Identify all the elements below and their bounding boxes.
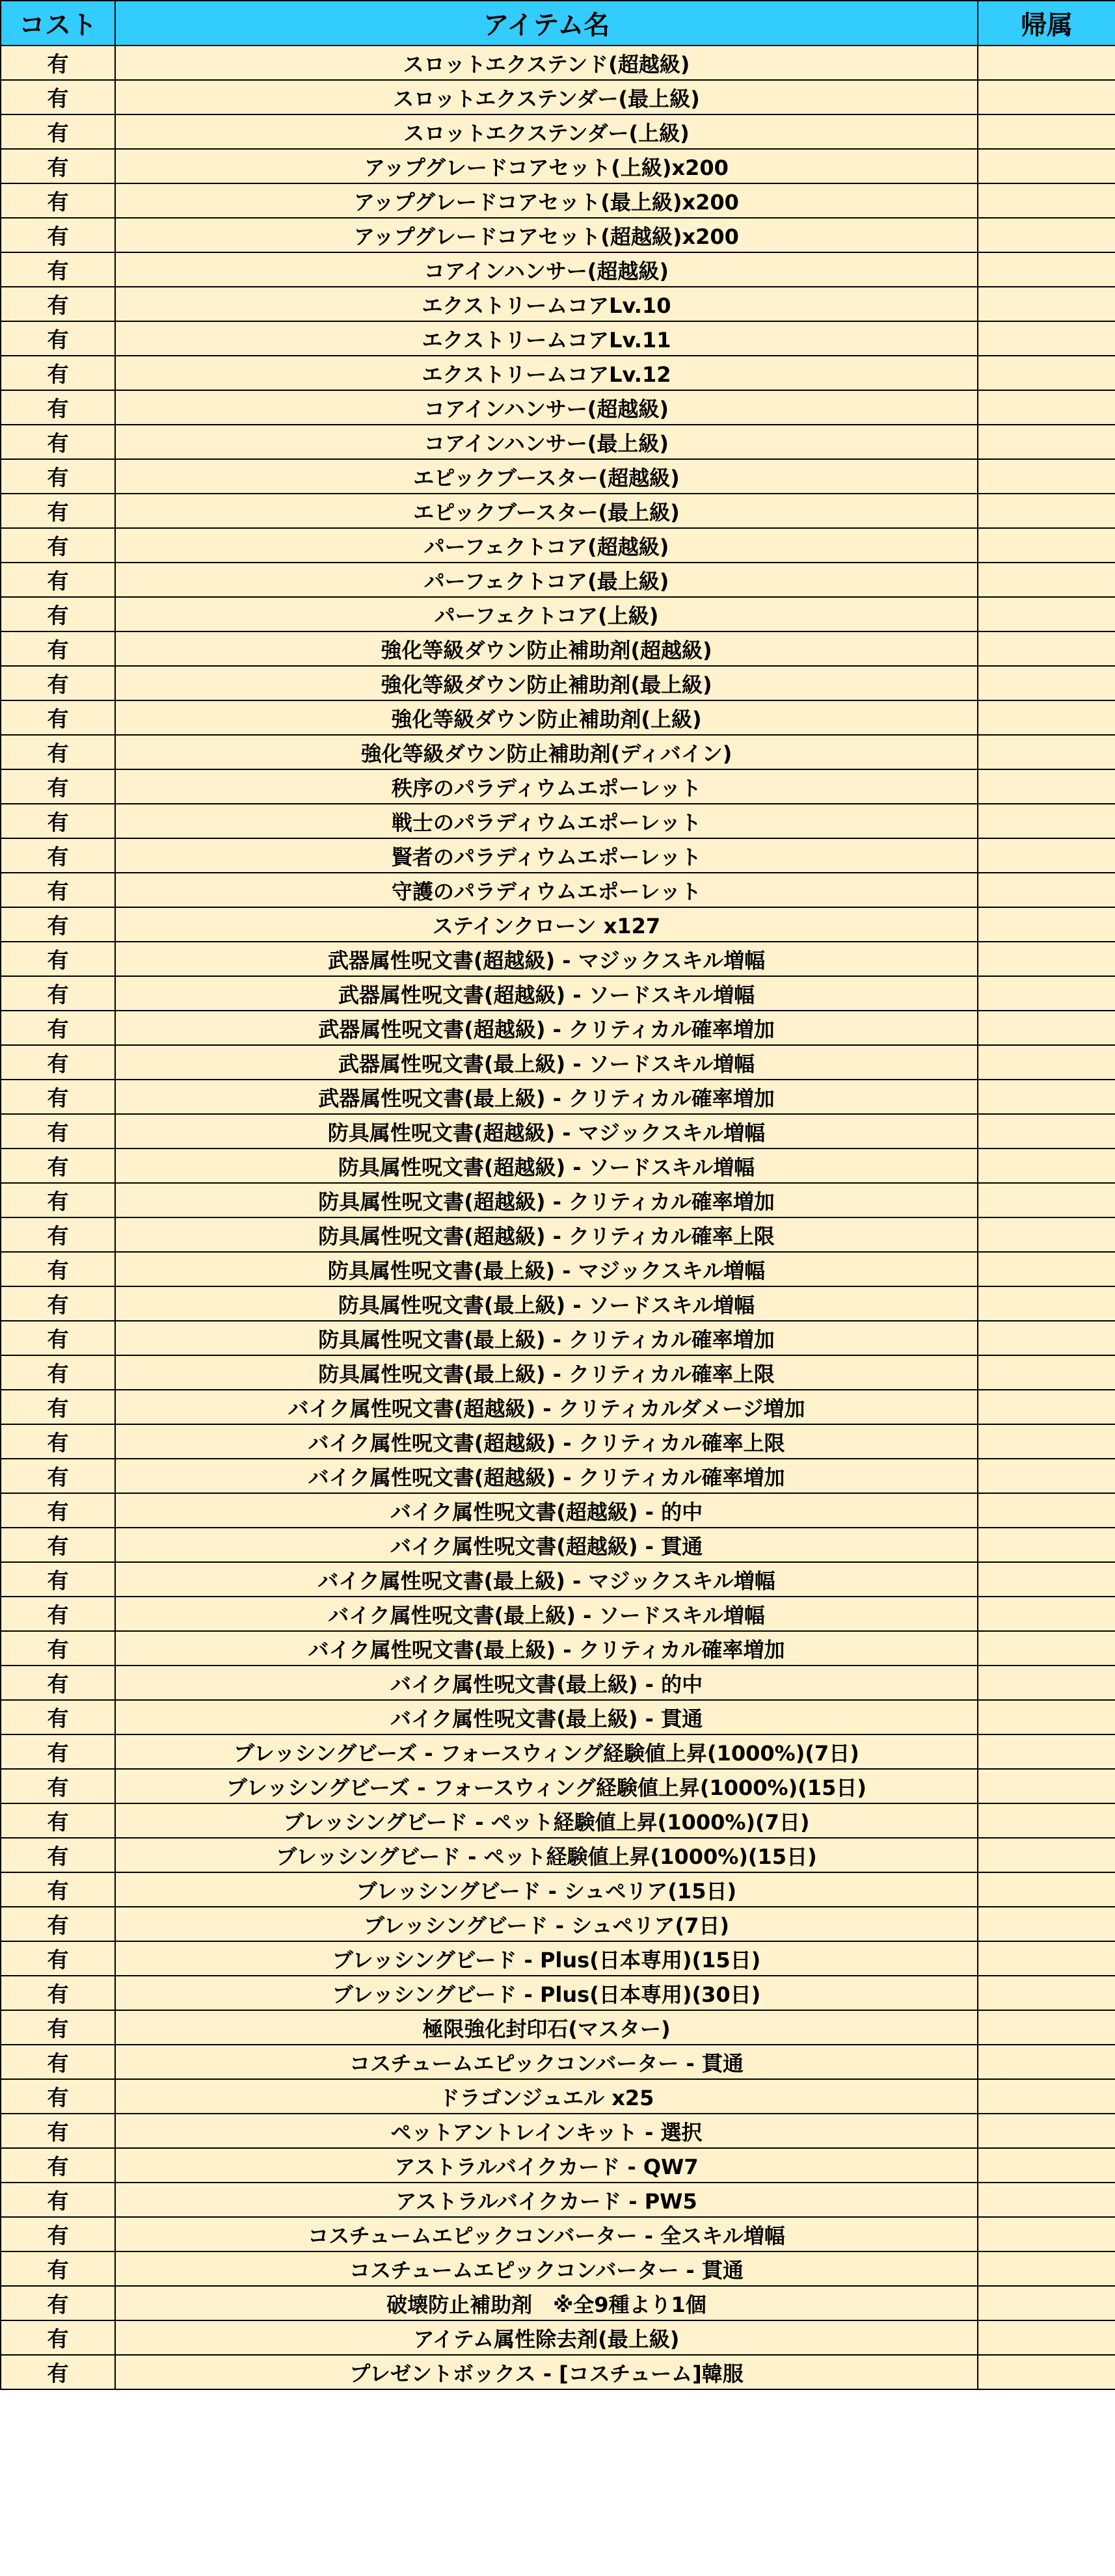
owner-cell <box>978 1459 1115 1493</box>
item-name-cell: 強化等級ダウン防止補助剤(上級) <box>115 700 978 735</box>
header-row <box>1 1 1115 46</box>
owner-cell <box>978 597 1115 631</box>
item-name-cell: 防具属性呪文書(最上級) - マジックスキル増幅 <box>115 1252 978 1286</box>
cost-cell: 有 <box>1 1217 115 1252</box>
table-row <box>1 1941 1115 1976</box>
cost-cell: 有 <box>1 735 115 769</box>
item-name-cell: コアインハンサー(最上級) <box>115 425 978 459</box>
table-row <box>1 218 1115 252</box>
cost-cell: 有 <box>1 1976 115 2010</box>
table-row <box>1 1769 1115 1803</box>
table-row <box>1 1803 1115 1838</box>
owner-cell <box>978 2079 1115 2114</box>
table-row <box>1 1183 1115 1217</box>
cost-cell: 有 <box>1 1631 115 1666</box>
cost-cell: 有 <box>1 1252 115 1286</box>
owner-cell <box>978 1080 1115 1114</box>
item-name-cell: エクストリームコアLv.12 <box>115 356 978 390</box>
table-row <box>1 1045 1115 1080</box>
item-name-cell: バイク属性呪文書(超越級) - クリティカル確率上限 <box>115 1424 978 1459</box>
table-row <box>1 2251 1115 2286</box>
cost-cell: 有 <box>1 425 115 459</box>
cost-cell: 有 <box>1 1459 115 1493</box>
owner-cell <box>978 321 1115 356</box>
item-name-cell: 武器属性呪文書(超越級) - ソードスキル増幅 <box>115 976 978 1011</box>
owner-cell <box>978 1734 1115 1769</box>
item-name-cell: プレゼントボックス - [コスチューム]韓服 <box>115 2355 978 2389</box>
table-row <box>1 769 1115 804</box>
item-name-cell: 防具属性呪文書(超越級) - クリティカル確率上限 <box>115 1217 978 1252</box>
cost-cell: 有 <box>1 1872 115 1907</box>
table-row <box>1 873 1115 907</box>
owner-cell <box>978 700 1115 735</box>
item-name-cell: ブレッシングビード - シュペリア(15日) <box>115 1872 978 1907</box>
table-row <box>1 1872 1115 1907</box>
owner-cell <box>978 2251 1115 2286</box>
cost-cell: 有 <box>1 631 115 666</box>
table-row <box>1 1355 1115 1390</box>
cost-cell: 有 <box>1 907 115 942</box>
item-name-cell: 強化等級ダウン防止補助剤(ディバイン) <box>115 735 978 769</box>
table-row <box>1 804 1115 838</box>
item-name-cell: エクストリームコアLv.10 <box>115 287 978 321</box>
item-name-cell: コアインハンサー(超越級) <box>115 390 978 425</box>
item-name-cell: 武器属性呪文書(超越級) - クリティカル確率増加 <box>115 1011 978 1045</box>
item-name-cell: アップグレードコアセット(上級)x200 <box>115 149 978 183</box>
item-name-cell: 防具属性呪文書(超越級) - マジックスキル増幅 <box>115 1114 978 1149</box>
item-name-cell: コスチュームエピックコンバーター - 貫通 <box>115 2045 978 2079</box>
owner-cell <box>978 838 1115 873</box>
table-row <box>1 735 1115 769</box>
table-row <box>1 2114 1115 2148</box>
table-row <box>1 1838 1115 1872</box>
item-name-cell: スロットエクステンド(超越級) <box>115 46 978 80</box>
cost-cell: 有 <box>1 1011 115 1045</box>
owner-cell <box>978 459 1115 494</box>
cost-cell: 有 <box>1 1321 115 1355</box>
table-row <box>1 1321 1115 1355</box>
table-row <box>1 1114 1115 1149</box>
table-row <box>1 1080 1115 1114</box>
owner-cell <box>978 218 1115 252</box>
item-name-cell: ペットアントレインキット - 選択 <box>115 2114 978 2148</box>
cost-cell: 有 <box>1 287 115 321</box>
cost-cell: 有 <box>1 1286 115 1321</box>
item-name-cell: ブレッシングビード - ペット経験値上昇(1000%)(7日) <box>115 1803 978 1838</box>
cost-cell: 有 <box>1 563 115 597</box>
item-name-cell: ブレッシングビーズ - フォースウィング経験値上昇(1000%)(15日) <box>115 1769 978 1803</box>
owner-cell <box>978 183 1115 218</box>
item-name-cell: 強化等級ダウン防止補助剤(最上級) <box>115 666 978 700</box>
cost-cell: 有 <box>1 1734 115 1769</box>
cost-cell: 有 <box>1 80 115 114</box>
cost-cell: 有 <box>1 873 115 907</box>
owner-cell <box>978 494 1115 528</box>
table-row <box>1 2355 1115 2389</box>
cost-cell: 有 <box>1 1149 115 1183</box>
cost-cell: 有 <box>1 2045 115 2079</box>
table-row <box>1 252 1115 287</box>
table-row <box>1 321 1115 356</box>
owner-cell <box>978 1700 1115 1734</box>
item-name-cell: バイク属性呪文書(最上級) - 的中 <box>115 1666 978 1700</box>
item-name-cell: 武器属性呪文書(最上級) - ソードスキル増幅 <box>115 1045 978 1080</box>
table-body <box>1 46 1115 2389</box>
item-name-cell: コスチュームエピックコンバーター - 全スキル増幅 <box>115 2217 978 2251</box>
owner-cell <box>978 46 1115 80</box>
item-name-cell: 賢者のパラディウムエポーレット <box>115 838 978 873</box>
owner-cell <box>978 1390 1115 1424</box>
cost-cell: 有 <box>1 46 115 80</box>
cost-cell: 有 <box>1 183 115 218</box>
cost-cell: 有 <box>1 1390 115 1424</box>
item-name-cell: アップグレードコアセット(最上級)x200 <box>115 183 978 218</box>
cost-cell: 有 <box>1 1803 115 1838</box>
header-item-name: アイテム名 <box>115 1 978 46</box>
cost-cell: 有 <box>1 356 115 390</box>
owner-cell <box>978 1355 1115 1390</box>
table-row <box>1 1493 1115 1528</box>
table-row <box>1 700 1115 735</box>
table-row <box>1 356 1115 390</box>
cost-cell: 有 <box>1 2355 115 2389</box>
owner-cell <box>978 1769 1115 1803</box>
cost-cell: 有 <box>1 1666 115 1700</box>
table-row <box>1 459 1115 494</box>
item-name-cell: バイク属性呪文書(超越級) - 的中 <box>115 1493 978 1528</box>
cost-cell: 有 <box>1 2079 115 2114</box>
owner-cell <box>978 356 1115 390</box>
header-cost: コスト <box>1 1 115 46</box>
table-row <box>1 425 1115 459</box>
item-name-cell: パーフェクトコア(最上級) <box>115 563 978 597</box>
cost-cell: 有 <box>1 321 115 356</box>
item-name-cell: エピックブースター(超越級) <box>115 459 978 494</box>
owner-cell <box>978 735 1115 769</box>
cost-cell: 有 <box>1 494 115 528</box>
owner-cell <box>978 1493 1115 1528</box>
owner-cell <box>978 1528 1115 1562</box>
owner-cell <box>978 1562 1115 1597</box>
table-row <box>1 2320 1115 2355</box>
cost-cell: 有 <box>1 1183 115 1217</box>
cost-cell: 有 <box>1 597 115 631</box>
owner-cell <box>978 1631 1115 1666</box>
cost-cell: 有 <box>1 976 115 1011</box>
item-name-cell: バイク属性呪文書(超越級) - クリティカルダメージ増加 <box>115 1390 978 1424</box>
cost-cell: 有 <box>1 2320 115 2355</box>
owner-cell <box>978 2355 1115 2389</box>
owner-cell <box>978 1838 1115 1872</box>
owner-cell <box>978 942 1115 976</box>
table-row <box>1 80 1115 114</box>
owner-cell <box>978 907 1115 942</box>
cost-cell: 有 <box>1 2251 115 2286</box>
table-row <box>1 838 1115 873</box>
owner-cell <box>978 804 1115 838</box>
cost-cell: 有 <box>1 1838 115 1872</box>
owner-cell <box>978 1149 1115 1183</box>
cost-cell: 有 <box>1 2114 115 2148</box>
owner-cell <box>978 1976 1115 2010</box>
item-name-cell: アップグレードコアセット(超越級)x200 <box>115 218 978 252</box>
item-name-cell: エクストリームコアLv.11 <box>115 321 978 356</box>
cost-cell: 有 <box>1 700 115 735</box>
table-row <box>1 1390 1115 1424</box>
cost-cell: 有 <box>1 1597 115 1631</box>
table-row <box>1 1666 1115 1700</box>
owner-cell <box>978 2183 1115 2217</box>
owner-cell <box>978 1321 1115 1355</box>
table-row <box>1 1149 1115 1183</box>
owner-cell <box>978 1252 1115 1286</box>
cost-cell: 有 <box>1 2183 115 2217</box>
owner-cell <box>978 1424 1115 1459</box>
item-name-cell: ステインクローン x127 <box>115 907 978 942</box>
item-name-cell: 防具属性呪文書(最上級) - クリティカル確率増加 <box>115 1321 978 1355</box>
cost-cell: 有 <box>1 804 115 838</box>
table-row <box>1 114 1115 149</box>
item-name-cell: 戦士のパラディウムエポーレット <box>115 804 978 838</box>
owner-cell <box>978 2286 1115 2320</box>
table-row <box>1 1631 1115 1666</box>
table-row <box>1 287 1115 321</box>
cost-cell: 有 <box>1 2286 115 2320</box>
owner-cell <box>978 1217 1115 1252</box>
item-name-cell: 極限強化封印石(マスター) <box>115 2010 978 2045</box>
owner-cell <box>978 1045 1115 1080</box>
item-name-cell: スロットエクステンダー(上級) <box>115 114 978 149</box>
item-name-cell: ブレッシングビード - Plus(日本専用)(30日) <box>115 1976 978 2010</box>
item-name-cell: 武器属性呪文書(超越級) - マジックスキル増幅 <box>115 942 978 976</box>
cost-cell: 有 <box>1 769 115 804</box>
owner-cell <box>978 528 1115 563</box>
table-row <box>1 494 1115 528</box>
cost-cell: 有 <box>1 1528 115 1562</box>
table-row <box>1 2183 1115 2217</box>
owner-cell <box>978 2320 1115 2355</box>
owner-cell <box>978 563 1115 597</box>
table-row <box>1 1528 1115 1562</box>
cost-cell: 有 <box>1 2217 115 2251</box>
cost-cell: 有 <box>1 252 115 287</box>
table-row <box>1 1252 1115 1286</box>
table-row <box>1 1424 1115 1459</box>
item-name-cell: ドラゴンジュエル x25 <box>115 2079 978 2114</box>
owner-cell <box>978 873 1115 907</box>
table-row <box>1 1286 1115 1321</box>
owner-cell <box>978 1872 1115 1907</box>
owner-cell <box>978 1114 1115 1149</box>
table-row <box>1 2079 1115 2114</box>
table-row <box>1 1907 1115 1941</box>
table-row <box>1 2286 1115 2320</box>
item-name-cell: 武器属性呪文書(最上級) - クリティカル確率増加 <box>115 1080 978 1114</box>
item-name-cell: バイク属性呪文書(超越級) - クリティカル確率増加 <box>115 1459 978 1493</box>
owner-cell <box>978 1011 1115 1045</box>
table-row <box>1 183 1115 218</box>
table-row <box>1 597 1115 631</box>
item-name-cell: ブレッシングビード - シュペリア(7日) <box>115 1907 978 1941</box>
table-row <box>1 1976 1115 2010</box>
table-row <box>1 2045 1115 2079</box>
table-row <box>1 2148 1115 2183</box>
table-row <box>1 2217 1115 2251</box>
cost-cell: 有 <box>1 942 115 976</box>
item-name-cell: バイク属性呪文書(超越級) - 貫通 <box>115 1528 978 1562</box>
item-name-cell: バイク属性呪文書(最上級) - 貫通 <box>115 1700 978 1734</box>
owner-cell <box>978 666 1115 700</box>
owner-cell <box>978 769 1115 804</box>
table-row <box>1 46 1115 80</box>
cost-cell: 有 <box>1 1080 115 1114</box>
owner-cell <box>978 1286 1115 1321</box>
owner-cell <box>978 114 1115 149</box>
owner-cell <box>978 976 1115 1011</box>
item-name-cell: バイク属性呪文書(最上級) - マジックスキル増幅 <box>115 1562 978 1597</box>
cost-cell: 有 <box>1 666 115 700</box>
owner-cell <box>978 1666 1115 1700</box>
cost-cell: 有 <box>1 1355 115 1390</box>
item-name-cell: コスチュームエピックコンバーター - 貫通 <box>115 2251 978 2286</box>
owner-cell <box>978 149 1115 183</box>
owner-cell <box>978 2217 1115 2251</box>
owner-cell <box>978 1941 1115 1976</box>
item-name-cell: エピックブースター(最上級) <box>115 494 978 528</box>
cost-cell: 有 <box>1 114 115 149</box>
owner-cell <box>978 252 1115 287</box>
item-name-cell: パーフェクトコア(超越級) <box>115 528 978 563</box>
item-name-cell: アストラルバイクカード - QW7 <box>115 2148 978 2183</box>
table-row <box>1 1734 1115 1769</box>
cost-cell: 有 <box>1 838 115 873</box>
table-row <box>1 2010 1115 2045</box>
cost-cell: 有 <box>1 1045 115 1080</box>
item-name-cell: アストラルバイクカード - PW5 <box>115 2183 978 2217</box>
item-name-cell: ブレッシングビード - ペット経験値上昇(1000%)(15日) <box>115 1838 978 1872</box>
table-row <box>1 631 1115 666</box>
table-row <box>1 1562 1115 1597</box>
table-row <box>1 528 1115 563</box>
owner-cell <box>978 287 1115 321</box>
cost-cell: 有 <box>1 528 115 563</box>
item-name-cell: ブレッシングビード - Plus(日本専用)(15日) <box>115 1941 978 1976</box>
item-name-cell: アイテム属性除去剤(最上級) <box>115 2320 978 2355</box>
owner-cell <box>978 1597 1115 1631</box>
item-name-cell: パーフェクトコア(上級) <box>115 597 978 631</box>
table-row <box>1 563 1115 597</box>
cost-cell: 有 <box>1 1700 115 1734</box>
cost-cell: 有 <box>1 1769 115 1803</box>
item-name-cell: 防具属性呪文書(超越級) - ソードスキル増幅 <box>115 1149 978 1183</box>
item-name-cell: コアインハンサー(超越級) <box>115 252 978 287</box>
cost-cell: 有 <box>1 1907 115 1941</box>
owner-cell <box>978 2148 1115 2183</box>
table-row <box>1 942 1115 976</box>
item-name-cell: 破壊防止補助剤 ※全9種より1個 <box>115 2286 978 2320</box>
table-row <box>1 1597 1115 1631</box>
owner-cell <box>978 2045 1115 2079</box>
header-owner: 帰属 <box>978 1 1115 46</box>
cost-cell: 有 <box>1 1562 115 1597</box>
cost-cell: 有 <box>1 390 115 425</box>
owner-cell <box>978 2010 1115 2045</box>
cost-cell: 有 <box>1 1424 115 1459</box>
item-name-cell: ブレッシングビーズ - フォースウィング経験値上昇(1000%)(7日) <box>115 1734 978 1769</box>
owner-cell <box>978 1907 1115 1941</box>
cost-cell: 有 <box>1 1493 115 1528</box>
cost-cell: 有 <box>1 2010 115 2045</box>
item-name-cell: 防具属性呪文書(超越級) - クリティカル確率増加 <box>115 1183 978 1217</box>
owner-cell <box>978 80 1115 114</box>
item-name-cell: 防具属性呪文書(最上級) - クリティカル確率上限 <box>115 1355 978 1390</box>
table-row <box>1 666 1115 700</box>
item-name-cell: 秩序のパラディウムエポーレット <box>115 769 978 804</box>
item-name-cell: 防具属性呪文書(最上級) - ソードスキル増幅 <box>115 1286 978 1321</box>
owner-cell <box>978 1803 1115 1838</box>
cost-cell: 有 <box>1 149 115 183</box>
owner-cell <box>978 2114 1115 2148</box>
item-name-cell: バイク属性呪文書(最上級) - クリティカル確率増加 <box>115 1631 978 1666</box>
table-row <box>1 976 1115 1011</box>
item-name-cell: 守護のパラディウムエポーレット <box>115 873 978 907</box>
table-row <box>1 1011 1115 1045</box>
table-row <box>1 1700 1115 1734</box>
table-row <box>1 149 1115 183</box>
table-row <box>1 1217 1115 1252</box>
cost-cell: 有 <box>1 218 115 252</box>
cost-cell: 有 <box>1 459 115 494</box>
table-row <box>1 390 1115 425</box>
cost-cell: 有 <box>1 1941 115 1976</box>
cost-cell: 有 <box>1 2148 115 2183</box>
table-row <box>1 1459 1115 1493</box>
owner-cell <box>978 425 1115 459</box>
owner-cell <box>978 390 1115 425</box>
owner-cell <box>978 631 1115 666</box>
owner-cell <box>978 1183 1115 1217</box>
table-row <box>1 907 1115 942</box>
item-name-cell: 強化等級ダウン防止補助剤(超越級) <box>115 631 978 666</box>
cost-cell: 有 <box>1 1114 115 1149</box>
item-name-cell: スロットエクステンダー(最上級) <box>115 80 978 114</box>
item-name-cell: バイク属性呪文書(最上級) - ソードスキル増幅 <box>115 1597 978 1631</box>
